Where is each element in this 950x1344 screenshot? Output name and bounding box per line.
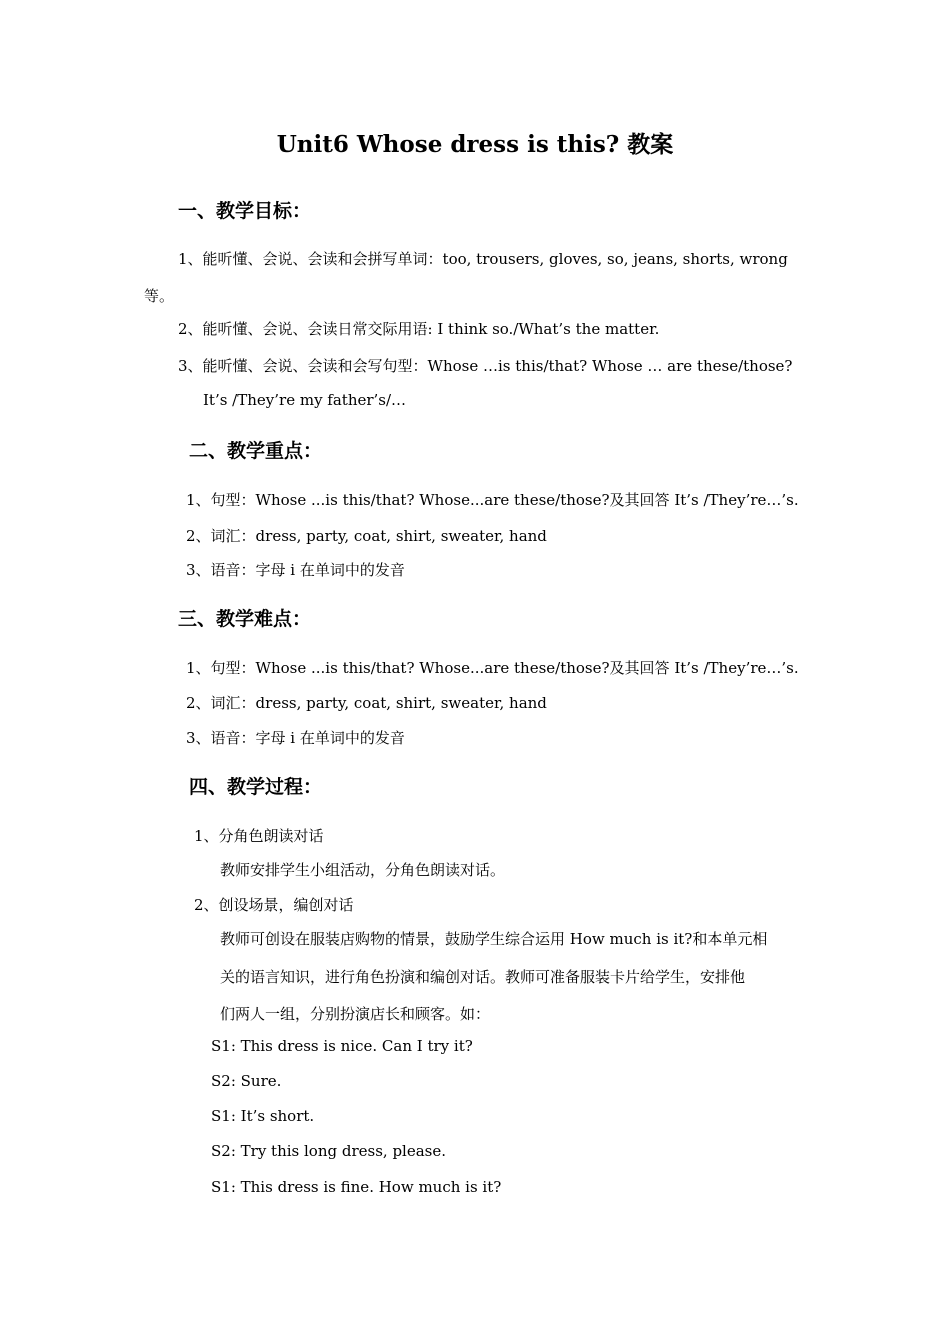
key-points-item-1: 1、句型：Whose ...is this/that? Whose...are these/those?及其回答 It’s /They’re…’s.: [186, 491, 799, 509]
section-heading-key-points: 二、教学重点：: [189, 440, 323, 462]
goals-item-2: 2、能听懂、会说、会读日常交际用语: I think so./What’s the matter.: [178, 320, 660, 338]
dialogue-line: S2: Try this long dress, please.: [211, 1142, 447, 1160]
goals-item-3-line-1: 3、能听懂、会说、会读和会写句型：Whose …is this/that? Whose … are these/those?: [178, 357, 793, 375]
difficulties-item-2: 2、词汇：dress, party, coat, shirt, sweater, hand: [186, 694, 547, 712]
dialogue-line: S2: Sure.: [211, 1072, 282, 1090]
key-points-item-2: 2、词汇：dress, party, coat, shirt, sweater, hand: [186, 527, 547, 545]
difficulties-item-3: 3、语音：字母 i 在单词中的发音: [186, 729, 405, 747]
key-points-item-3: 3、语音：字母 i 在单词中的发音: [186, 561, 405, 579]
process-step-2-title: 2、创设场景，编创对话: [194, 896, 354, 914]
section-heading-process: 四、教学过程：: [189, 776, 323, 798]
process-step-1-title: 1、分角色朗读对话: [194, 827, 324, 845]
process-step-2-body-line-1: 教师可创设在服装店购物的情景，鼓励学生综合运用 How much is it?和本单元相: [220, 930, 768, 948]
section-heading-goals: 一、教学目标：: [178, 200, 312, 222]
process-step-2-body-line-3: 们两人一组，分别扮演店长和顾客。如：: [220, 1005, 491, 1023]
dialogue-line: S1: This dress is fine. How much is it?: [211, 1178, 502, 1196]
goals-item-1-line-2: 等。: [144, 287, 175, 305]
page-title: Unit6 Whose dress is this? 教案: [276, 131, 674, 158]
goals-item-1-line-1: 1、能听懂、会说、会读和会拼写单词：too, trousers, gloves, so, jeans, shorts, wrong: [178, 250, 788, 268]
difficulties-item-1: 1、句型：Whose ...is this/that? Whose...are these/those?及其回答 It’s /They’re…’s.: [186, 659, 799, 677]
dialogue-line: S1: This dress is nice. Can I try it?: [211, 1037, 473, 1055]
goals-item-3-line-2: It’s /They’re my father’s/…: [203, 391, 407, 409]
process-step-2-body-line-2: 关的语言知识，进行角色扮演和编创对话。教师可准备服装卡片给学生，安排他: [220, 968, 746, 986]
process-step-1-body: 教师安排学生小组活动，分角色朗读对话。: [220, 861, 506, 879]
section-heading-difficulties: 三、教学难点：: [178, 608, 312, 630]
dialogue-line: S1: It’s short.: [211, 1107, 315, 1125]
